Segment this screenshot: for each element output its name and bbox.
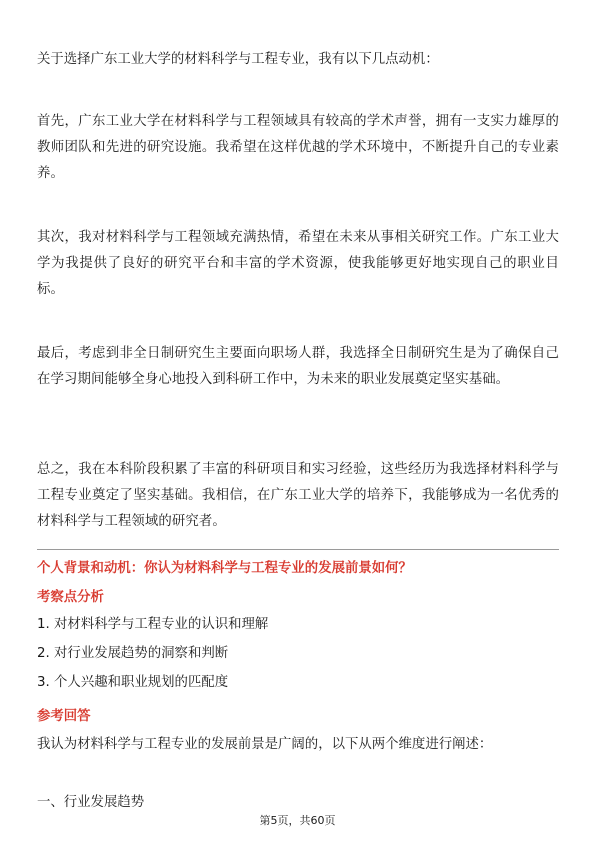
essay-paragraph-1: 首先，广东工业大学在材料科学与工程领域具有较高的学术声誉，拥有一支实力雄厚的教师团队和先进的研究设施。我希望在这样优越的学术环境中，不断提升自己的专业素养。 (37, 114, 559, 181)
page-number: 第5页，共60页 (259, 814, 336, 827)
section-divider (37, 549, 559, 550)
essay-paragraph-2: 其次，我对材料科学与工程领域充满热情，希望在未来从事相关研究工作。广东工业大学为我提供了良好的研究平台和丰富的学术资源，使我能够更好地实现自己的职业目标。 (37, 230, 559, 297)
essay-paragraph-4: 总之，我在本科阶段积累了丰富的科研项目和实习经验，这些经历为我选择材料科学与工程专业奠定了坚实基础。我相信，在广东工业大学的培养下，我能够成为一名优秀的材料科学与工程领域的研究者。 (37, 462, 559, 529)
answer-intro: 我认为材料科学与工程专业的发展前景是广阔的，以下从两个维度进行阐述： (37, 737, 493, 752)
essay-intro: 关于选择广东工业大学的材料科学与工程专业，我有以下几点动机： (37, 52, 439, 67)
analysis-point-3: 3. 个人兴趣和职业规划的匹配度 (37, 675, 229, 690)
analysis-point-2: 2. 对行业发展趋势的洞察和判断 (37, 646, 229, 661)
question-title: 个人背景和动机：你认为材料科学与工程专业的发展前景如何？ (37, 561, 412, 576)
analysis-point-1: 1. 对材料科学与工程专业的认识和理解 (37, 617, 269, 632)
analysis-heading: 考察点分析 (37, 590, 104, 605)
essay-paragraph-3: 最后，考虑到非全日制研究生主要面向职场人群，我选择全日制研究生是为了确保自己在学习期间能够全身心地投入到科研工作中，为未来的职业发展奠定坚实基础。 (37, 346, 559, 387)
section-one-heading: 一、行业发展趋势 (37, 795, 145, 810)
answer-heading: 参考回答 (37, 709, 91, 724)
